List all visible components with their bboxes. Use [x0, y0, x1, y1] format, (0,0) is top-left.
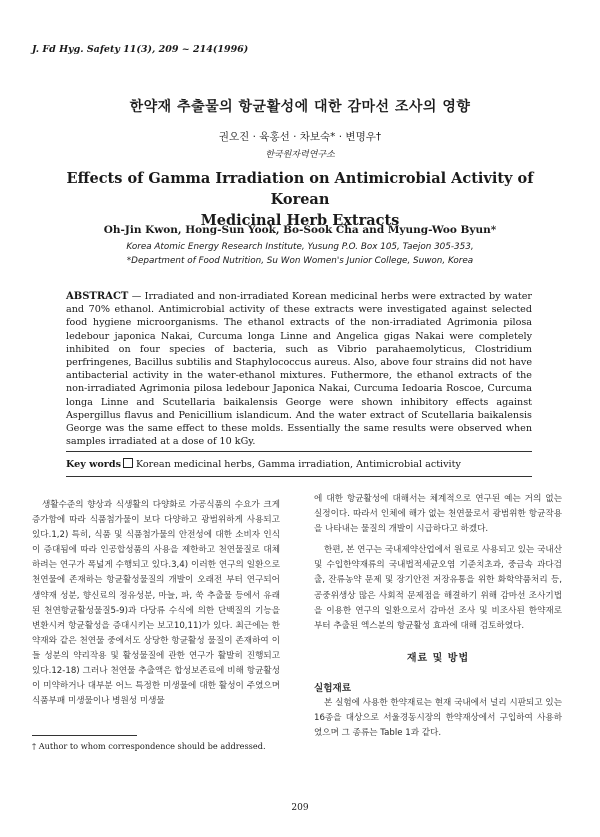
- affiliation-english-line1: Korea Atomic Energy Research Institute, Yusung P.O. Box 105, Taejon 305-353,: [126, 242, 474, 252]
- authors-korean: 권오진 · 육홍선 · 차보숙* · 변명우†: [218, 131, 382, 143]
- affiliation-english: [0, 240, 600, 268]
- study-purpose-paragraph: 한편, 본 연구는 국내제약산업에서 원료로 사용되고 있는 국내산 및 수입한약재류의 국내법적세균오염 기준치초과, 중금속 과다검출, 잔류농약 문제 및 장기안전 저장유통을 위한 화학약품처리 등, 공중위생상 많은 사회적 문제점을 해결하기 위해 감마선 조사기법을 이용한 연구의 일환으로서 감마선 조사 및 비조사된 한약재로 부터 추출된 엑스분의 항균활성 효과에 대해 검토하였다.: [314, 545, 562, 631]
- abstract-text: Irradiated and non-irradiated Korean medicinal herbs were extracted by water and 70% ethanol. Antimicrobial activity of these extracts were investigated against selected food hygiene microorganisms. The ethanol extracts of the non-irradiated Agrimonia pilosa ledebour japonica Nakai, Curcuma longa Linne and Angelica gigas Nakai were completely inhibited on four species of bacteria, such as Vibrio parahaemolyticus, Clostridium perfringenes, Bacillus subtilis and Staphylococcus aureus. Also, above four strains did not have antibacterial activity in the water-ethanol mixtures. Futhermore, the ethanol extracts of the non-irradiated Agrimonia pilosa ledebour Japonica Nakai, Curcuma Iedoaria Roscoe, Curcuma longa Linne and Scutellaria baikalensis George were shown inhibitory effects against Aspergillus flavus and Penicillium islandicum. And the water extract of Scutellaria baikalensis George was the same effect to these molds. Essentially the same results were observed when samples irradiated at a dose of 10 kGy.: [66, 291, 532, 448]
- title-korean: 한약재 추출물의 항균활성에 대한 감마선 조사의 영향: [129, 99, 471, 115]
- affiliation-english-line2: *Department of Food Nutrition, Su Won Women's Junior College, Suwon, Korea: [126, 256, 474, 266]
- abstract: [66, 290, 532, 448]
- abstract-label: ABSTRACT: [66, 291, 129, 302]
- intro-paragraph: 생활수준의 향상과 식생활의 다양화로 가공식품의 수요가 크게 증가함에 따라 식품첨가물이 보다 다양하고 광범위하게 사용되고 있다.1,2) 특히, 식품 및 식품첨가물의 안전성에 대한 소비자 인식이 증대됨에 따라 인공합성품의 사용을 제한하고 천연물질로 대체하려는 연구가 폭넓게 수행되고 있다.3,4) 이러한 연구의 일환으로 천연물에 존재하는 항균활성물질의 개발이 오래전 부터 연구되어 생약재 성분, 향신료의 정유성분, 마늘, 파, 쑥 추출물 등에서 유래된 천연항균활성물질5-9)과 다당류 수식에 의한 단백질의 기능을 변환시켜 항균활성을 증대시키는 보고10,11)가 있다. 최근에는 한약재와 같은 천연물 중에서도 상당한 항균활성 물질이 존재하여 이들 성분의 약리작용 및 활성물질에 관한 연구가 활발히 진행되고 있다.12-18) 그러나 천연물 추출액은 합성보존료에 비해 항균활성이 미약하거나 대부분 어느 특정한 미생물에 대한 활성이 주였으며 식품부패 미생물이나 병원성 미생물: [32, 500, 280, 707]
- authors-english: Oh-Jin Kwon, Hong-Sun Yook, Bo-Sook Cha and Myung-Woo Byun*: [103, 224, 497, 236]
- section-heading-methods: 재료 및 방법: [406, 652, 470, 664]
- body-right-column: [314, 492, 562, 741]
- keywords-bottom-rule: [66, 476, 532, 477]
- title-english-line1: Effects of Gamma Irradiation on Antimicrobial Activity of Korean: [66, 170, 534, 208]
- body-left-column: [32, 498, 280, 709]
- intro-continuation: 에 대한 항균활성에 대해서는 체계적으로 연구된 예는 거의 없는 실정이다. 따라서 인체에 해가 없는 천연물로서 광범위한 항균작용을 나타내는 물질의 개발이 시급하다고 하겠다.: [314, 494, 562, 535]
- keywords-top-rule: [66, 451, 532, 452]
- title-english: [40, 168, 560, 231]
- materials-paragraph: 본 실험에 사용한 한약재료는 현재 국내에서 널리 시판되고 있는 16종을 대상으로 서울경동시장의 한약재상에서 구입하여 사용하였으며 그 종류는 Table 1과 같다.: [314, 698, 562, 739]
- affiliation-korean: 한국원자력연구소: [265, 150, 335, 160]
- keywords-label: Key words: [66, 459, 121, 470]
- footnote-rule: [32, 735, 137, 736]
- checkbox-square-icon: [123, 458, 133, 468]
- title-english-line2: Medicinal Herb Extracts: [200, 212, 400, 229]
- abstract-dash: —: [128, 291, 145, 302]
- footnote: † Author to whom correspondence should be addressed.: [32, 741, 266, 751]
- journal-citation: J. Fd Hyg. Safety 11(3), 209 ~ 214(1996): [32, 44, 249, 55]
- subsection-heading-materials: 실험재료: [314, 682, 352, 694]
- keywords-text: Korean medicinal herbs, Gamma irradiation, Antimicrobial activity: [135, 459, 461, 470]
- keywords: [66, 458, 532, 470]
- page-number: 209: [291, 803, 309, 813]
